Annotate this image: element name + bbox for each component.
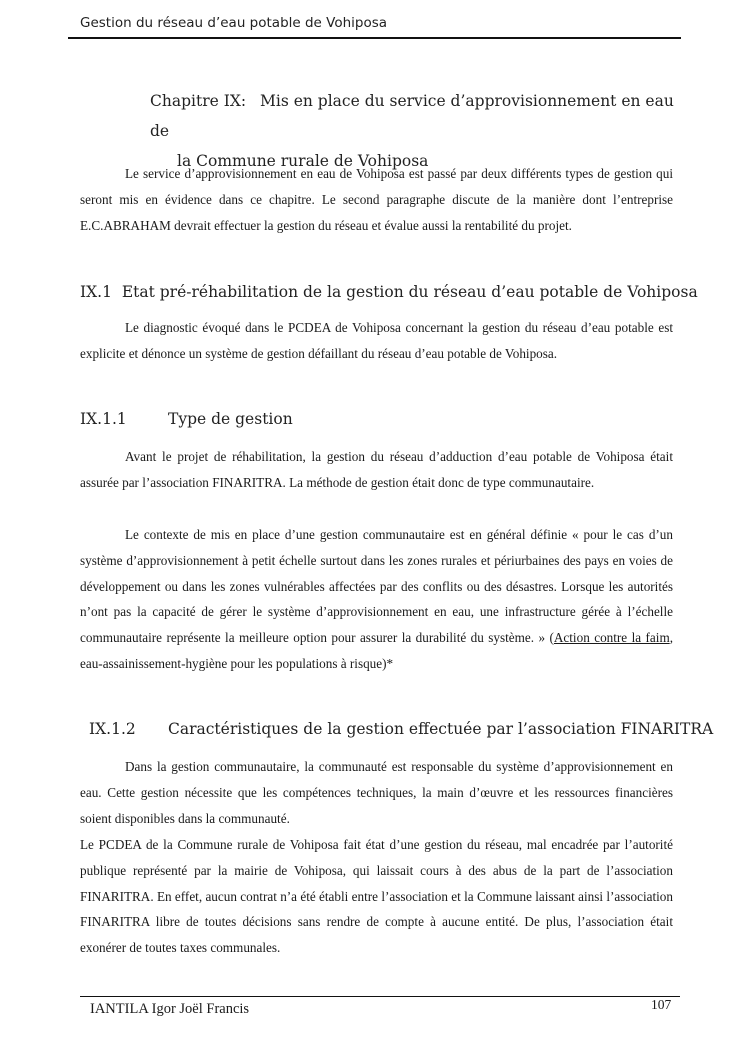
footer-author: IANTILA Igor Joël Francis [90,1001,250,1017]
section-ix12-number: IX.1.2 [89,720,136,738]
intro-paragraph: Le service d’approvisionnement en eau de Vohiposa est passé par deux différents types de gestion qui seront mis en évidence dans ce chapitre. Le second paragraphe discute de la manière dont l’entreprise E.C.ABRAHAM devrait effectuer la gestion du réseau et évalue aussi la rentabilité du projet. [80,166,673,233]
section-ix12-paragraph-1: Dans la gestion communautaire, la communauté est responsable du système d’approvisionnement en eau. Cette gestion nécessite que les compétences techniques, la main d’œuvre et les ressources financières soient disponibles dans la communauté. [80,759,673,826]
section-ix12-heading [89,720,713,738]
quote-source-text: , eau-assainissement-hygiène pour les populations à risque)* [80,630,673,671]
section-ix1-title: Etat pré-réhabilitation de la gestion du réseau d’eau potable de Vohiposa [121,283,698,301]
chapter-label: Chapitre IX: [150,92,247,110]
section-ix12-paragraph-2: Le PCDEA de la Commune rurale de Vohiposa fait état d’une gestion du réseau, mal encadrée par l’autorité publique représenté par la mairie de Vohiposa, qui laissait cours à des abus de la part de l’association FINARITRA. En effet, aucun contrat n’a été établi entre l’association et la Commune laissant ainsi l’association FINARITRA libre de toutes décisions sans rendre de compte à aucune entité. De plus, l’association était exonérer de toutes taxes communales. [80,837,673,956]
section-ix11-paragraph-2 [80,522,673,677]
section-ix11-heading [80,410,293,428]
header-rule [68,37,681,39]
chapter-title-text-1: Mis en place du service d’approvisionnement en eau de [150,92,674,140]
footer-rule [80,996,680,997]
section-ix11-paragraph-1: Avant le projet de réhabilitation, la gestion du réseau d’adduction d’eau potable de Vohiposa était assurée par l’association FINARITRA. La méthode de gestion était donc de type communautaire. [80,449,673,490]
page-number: 107 [651,997,672,1012]
source-link[interactable]: Action contre la faim [553,630,670,646]
section-ix12-title: Caractéristiques de la gestion effectuée par l’association FINARITRA [168,720,714,738]
section-ix1-number: IX.1 [80,283,112,301]
chapter-title-line-2: la Commune rurale de Vohiposa [177,152,429,170]
quote-text: Le contexte de mis en place d’une gestion communautaire est en général définie « pour le cas d’un système d’approvisionnement à petit échelle surtout dans les zones rurales et périurbaines des pays en voies de développement ou dans les zones vulnérables affectées par des conflits ou des désastres. Lorsque les autorités n’ont pas la capacité de gérer le système d’approvisionnement en eau, une infrastructure gérée à l’échelle communautaire représente la meilleure option pour assurer la durabilité du système. » ( [80,527,673,646]
section-ix1-heading [80,283,698,301]
section-ix11-title: Type de gestion [168,410,293,428]
section-ix11-number: IX.1.1 [80,410,127,428]
section-ix1-paragraph: Le diagnostic évoqué dans le PCDEA de Vohiposa concernant la gestion du réseau d’eau potable est explicite et dénonce un système de gestion défaillant du réseau d’eau potable de Vohiposa. [80,320,673,361]
chapter-title-line-1 [150,86,690,146]
running-header: Gestion du réseau d’eau potable de Vohiposa [80,15,388,31]
